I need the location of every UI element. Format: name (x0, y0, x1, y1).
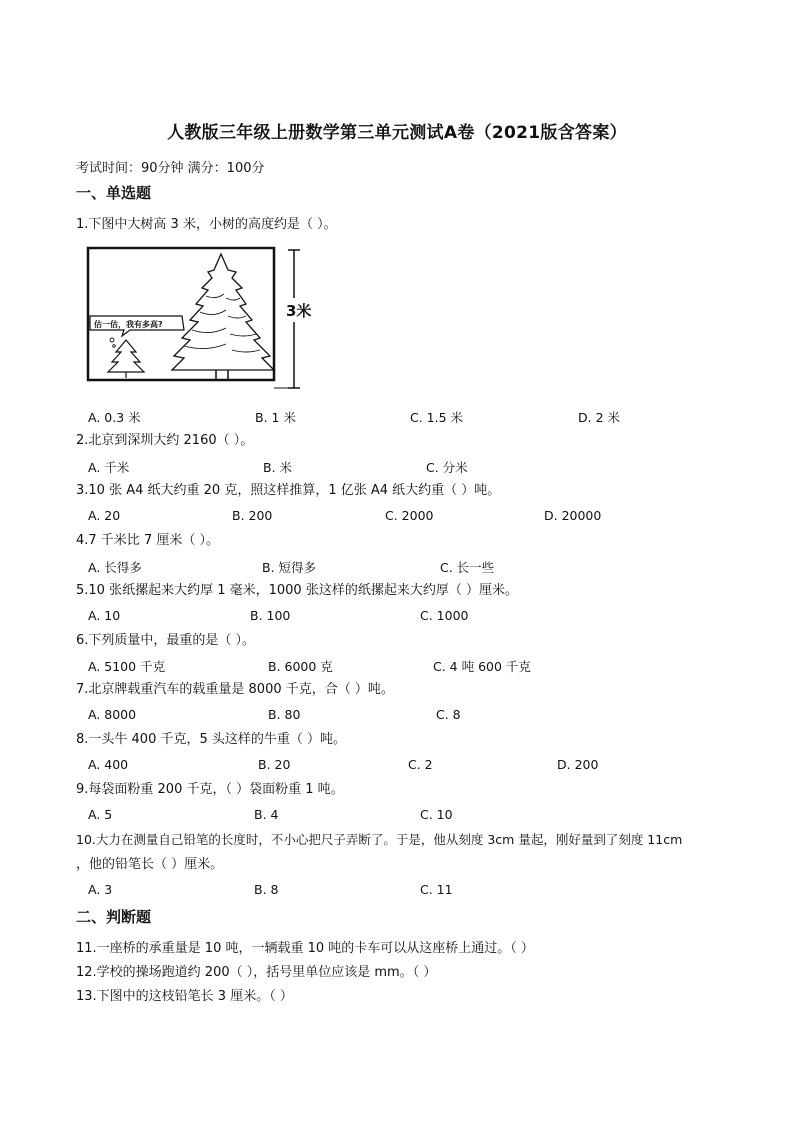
question-4: 4.7 千米比 7 厘米（ ）。 (76, 533, 219, 548)
small-tree-icon (108, 340, 144, 378)
q5-option-c[interactable]: C. 1000 (420, 608, 469, 623)
speech-text: 估一估，我有多高? (94, 320, 163, 329)
question-12: 12.学校的操场跑道约 200（ ），括号里单位应该是 mm。（ ） (76, 965, 437, 980)
q9-option-c[interactable]: C. 10 (420, 807, 453, 822)
q4-option-a[interactable]: A. 长得多 (88, 560, 142, 575)
q7-option-a[interactable]: A. 8000 (88, 707, 137, 722)
q10-option-a[interactable]: A. 3 (88, 882, 113, 897)
question-3: 3.10 张 A4 纸大约重 20 克，照这样推算，1 亿张 A4 纸大约重（ ）吨。 (76, 483, 501, 498)
q10-option-c[interactable]: C. 11 (420, 882, 453, 897)
q8-option-b[interactable]: B. 20 (258, 757, 291, 772)
q8-option-c[interactable]: C. 2 (408, 757, 433, 772)
q1-option-b[interactable]: B. 1 米 (255, 410, 296, 425)
q6-option-b[interactable]: B. 6000 克 (268, 659, 333, 674)
question-7: 7.北京牌载重汽车的载重量是 8000 千克，合（ ）吨。 (76, 682, 394, 697)
question-8: 8.一头牛 400 千克，5 头这样的牛重（ ）吨。 (76, 732, 347, 747)
question-5: 5.10 张纸摞起来大约厚 1 毫米，1000 张这样的纸摞起来大约厚（ ）厘米。 (76, 583, 518, 598)
question-1: 1.下图中大树高 3 米，小树的高度约是（ ）。 (76, 217, 337, 232)
question-10: 10.大力在测量自己铅笔的长度时，不小心把尺子弄断了。于是，他从刻度 3cm 量起，刚好量到了刻度 11cm (76, 832, 683, 847)
q4-option-c[interactable]: C. 长一些 (440, 560, 495, 575)
q10-option-b[interactable]: B. 8 (254, 882, 279, 897)
q3-option-c[interactable]: C. 2000 (385, 508, 434, 523)
q5-option-b[interactable]: B. 100 (250, 608, 291, 623)
section-heading-true-false: 二、判断题 (76, 908, 152, 926)
q7-option-c[interactable]: C. 8 (436, 707, 461, 722)
q3-option-a[interactable]: A. 20 (88, 508, 121, 523)
q1-option-c[interactable]: C. 1.5 米 (410, 410, 464, 425)
question-9: 9.每袋面粉重 200 千克，（ ）袋面粉重 1 吨。 (76, 782, 344, 797)
q7-option-b[interactable]: B. 80 (268, 707, 301, 722)
section-heading-single-choice: 一、单选题 (76, 184, 152, 202)
q5-option-a[interactable]: A. 10 (88, 608, 121, 623)
q9-option-a[interactable]: A. 5 (88, 807, 113, 822)
question-6: 6.下列质量中，最重的是（ ）。 (76, 633, 256, 648)
height-label: 3米 (286, 302, 312, 320)
q2-option-b[interactable]: B. 米 (263, 460, 293, 475)
question-2: 2.北京到深圳大约 2160（ ）。 (76, 433, 254, 448)
q9-option-b[interactable]: B. 4 (254, 807, 279, 822)
q2-option-a[interactable]: A. 千米 (88, 460, 130, 475)
q4-option-b[interactable]: B. 短得多 (262, 560, 317, 575)
q1-option-d[interactable]: D. 2 米 (578, 410, 620, 425)
q6-option-a[interactable]: A. 5100 千克 (88, 659, 166, 674)
exam-info: 考试时间：90分钟 满分：100分 (76, 161, 265, 176)
q2-option-c[interactable]: C. 分米 (426, 460, 468, 475)
q6-option-c[interactable]: C. 4 吨 600 千克 (433, 659, 531, 674)
q3-option-d[interactable]: D. 20000 (544, 508, 602, 523)
question-10-continued: ，他的铅笔长（ ）厘米。 (76, 857, 224, 872)
question-11: 11.一座桥的承重量是 10 吨，一辆载重 10 吨的卡车可以从这座桥上通过。（ ） (76, 941, 534, 956)
tree-height-figure (86, 246, 326, 396)
q8-option-d[interactable]: D. 200 (557, 757, 599, 772)
q1-option-a[interactable]: A. 0.3 米 (88, 410, 141, 425)
big-tree-icon (172, 254, 274, 380)
speech-bubble (90, 316, 184, 347)
question-13: 13.下图中的这枝铅笔长 3 厘米。（ ） (76, 989, 293, 1004)
q3-option-b[interactable]: B. 200 (232, 508, 273, 523)
q8-option-a[interactable]: A. 400 (88, 757, 129, 772)
document-title: 人教版三年级上册数学第三单元测试A卷（2021版含答案） (167, 123, 627, 143)
